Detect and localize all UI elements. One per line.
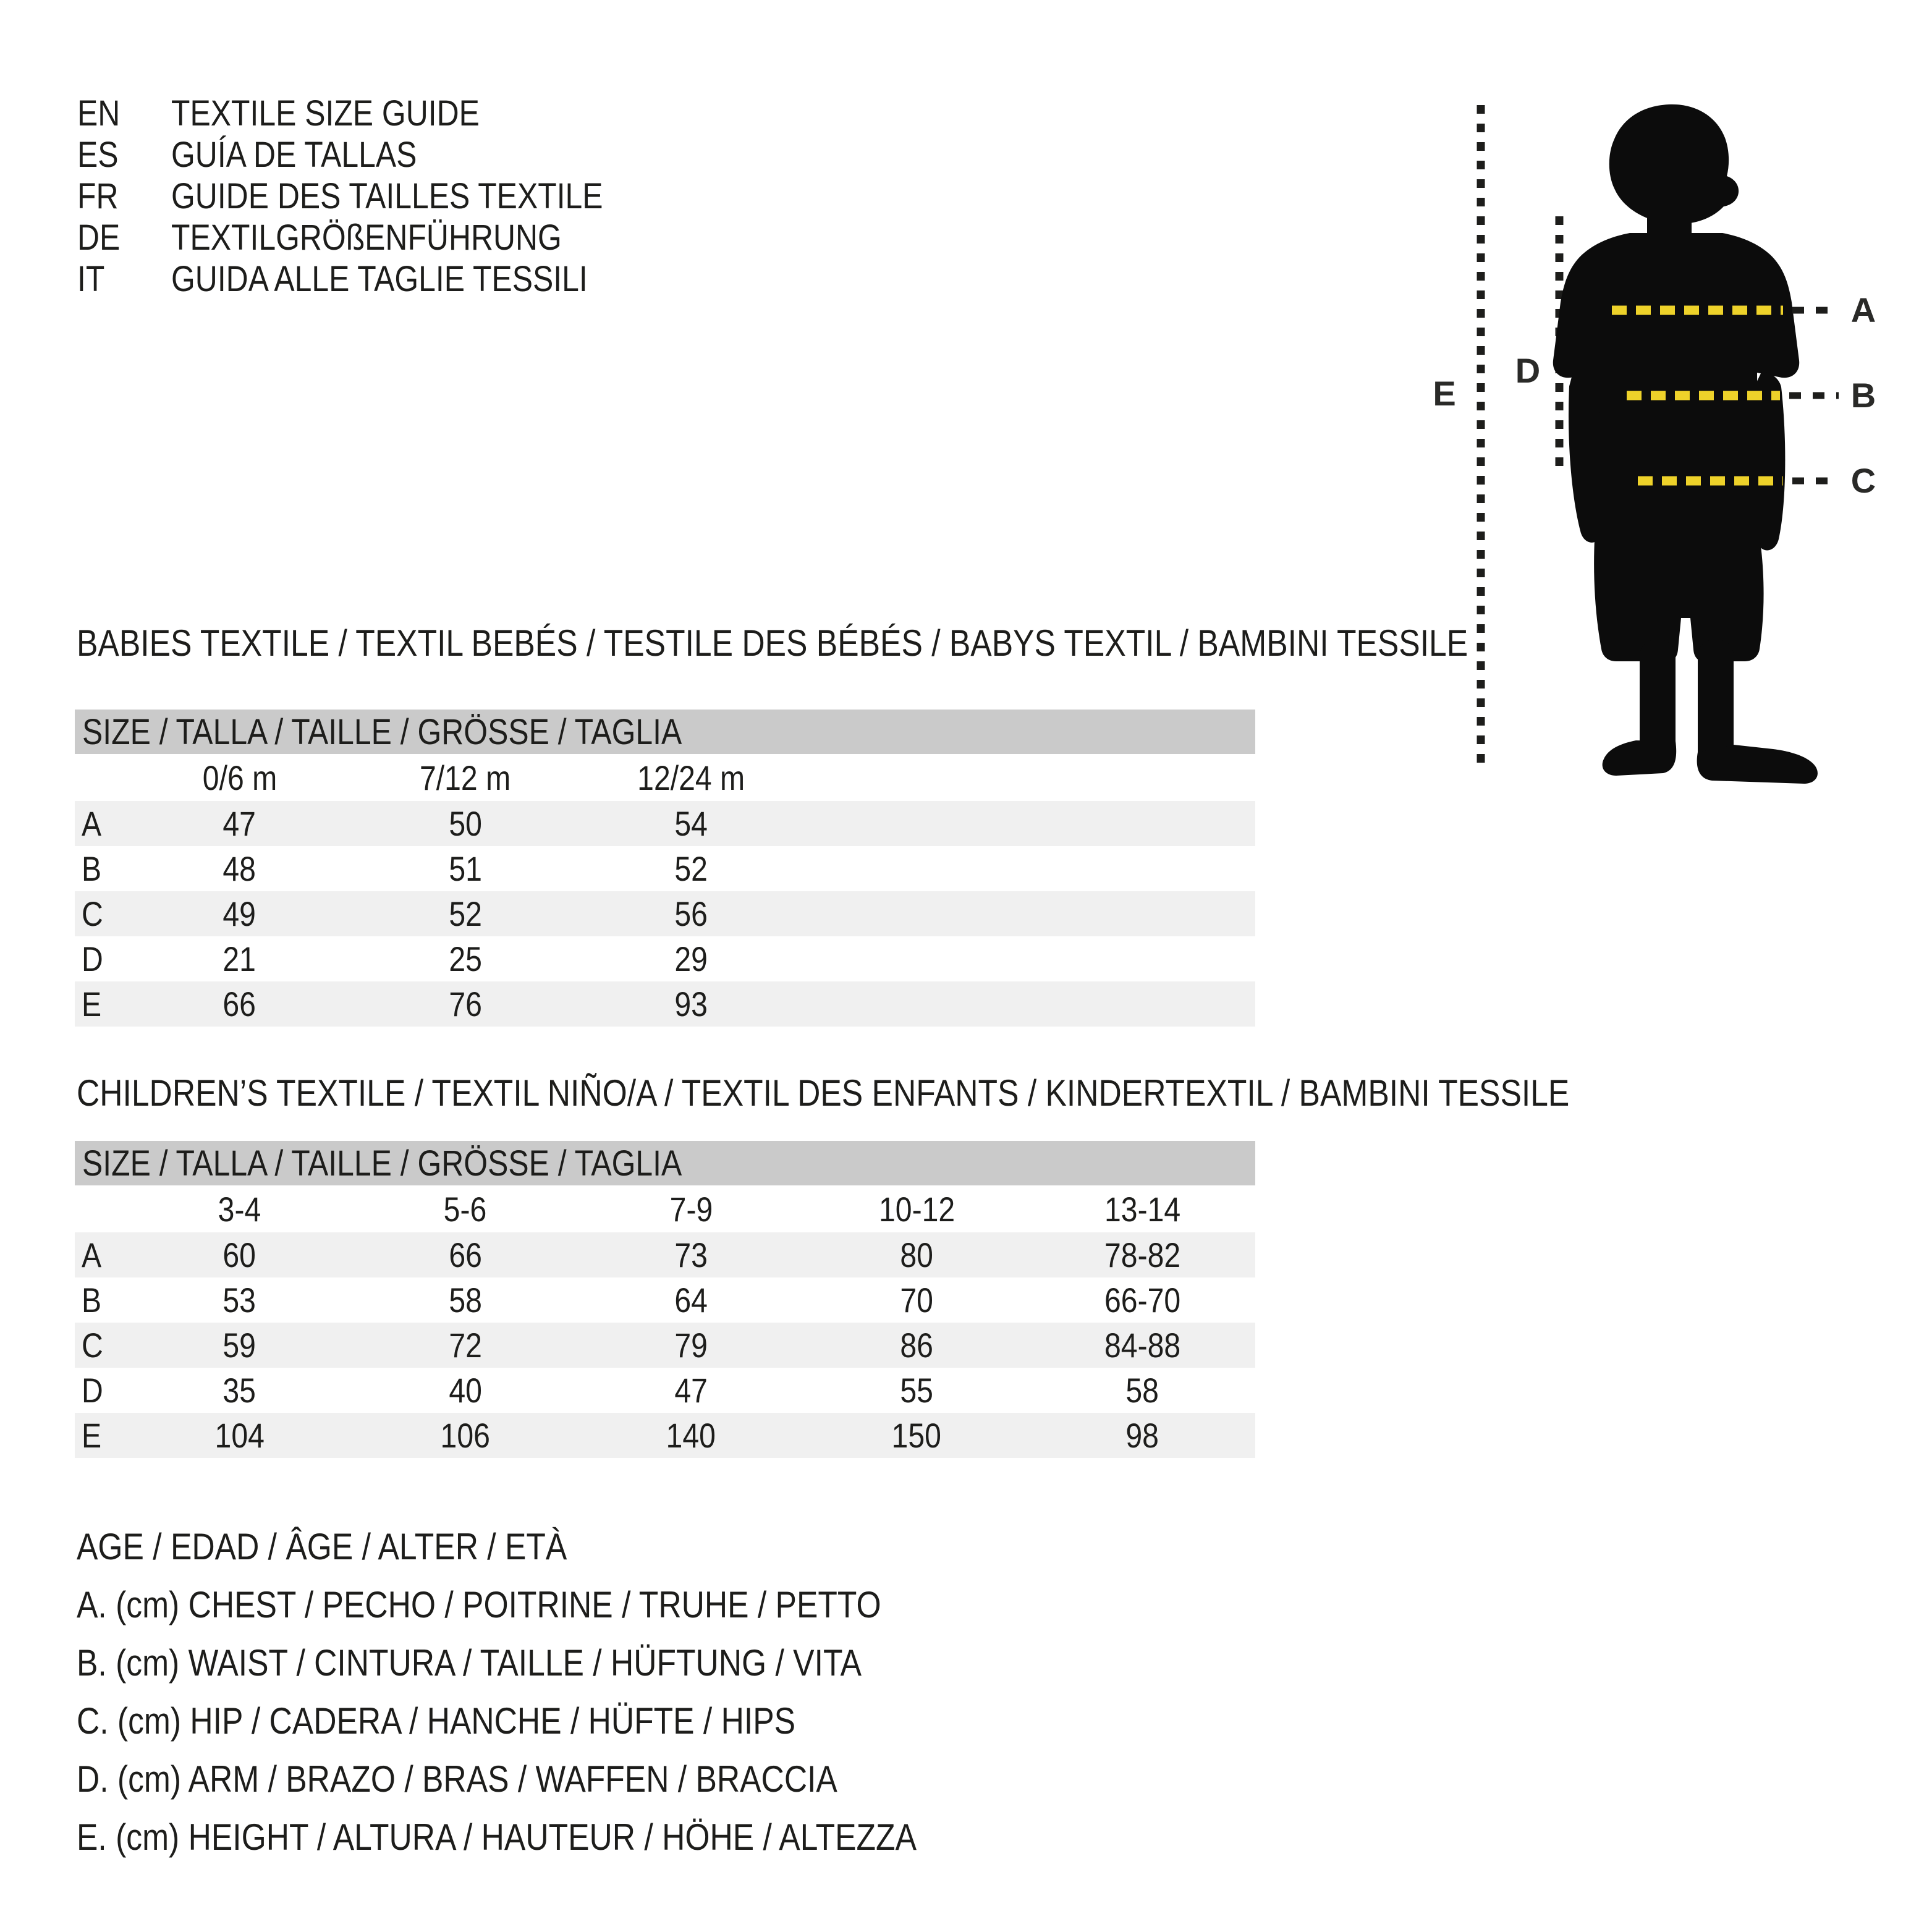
cell-value-text: 56: [674, 894, 708, 933]
cell-value: [1030, 1325, 1255, 1365]
language-row: [77, 93, 673, 134]
cell-value-text: 76: [449, 985, 482, 1023]
row-label-text: A: [82, 804, 102, 843]
figure-label-b: B: [1850, 376, 1876, 415]
cell-value-text: 66-70: [1104, 1281, 1181, 1320]
column-header-row: [75, 1185, 1255, 1232]
cell-value: [352, 939, 578, 979]
row-label-text: B: [82, 849, 102, 888]
cell-value: [352, 849, 578, 889]
language-code: [77, 134, 171, 176]
cell-value-text: 98: [1125, 1416, 1159, 1455]
cell-value-text: 150: [892, 1416, 942, 1455]
row-label: [75, 894, 127, 934]
cell-value: [352, 803, 578, 844]
language-code: [77, 258, 171, 300]
cell-value: [578, 803, 803, 844]
cell-value: [352, 1235, 578, 1275]
table-row: [75, 1368, 1255, 1413]
cell-value: [804, 1370, 1030, 1410]
silhouette-shorts: [1594, 528, 1763, 661]
language-title: GUIDE DES TAILLES TEXTILE: [171, 176, 603, 216]
cell-value-text: 58: [449, 1281, 482, 1320]
size-column-header-text: 0/6 m: [202, 758, 277, 797]
size-column-header-text: 12/24 m: [637, 758, 745, 797]
legend-item-text: D. (cm) ARM / BRAZO / BRAS / WAFFEN / BRACCIA: [77, 1758, 837, 1800]
babies-size-table: [75, 710, 1255, 1027]
cell-value-text: 66: [449, 1235, 482, 1274]
figure-label-e: E: [1433, 374, 1456, 413]
cell-value: [804, 1325, 1030, 1365]
legend-item: [77, 1750, 1053, 1808]
cell-value: [352, 1415, 578, 1455]
measurement-legend: [77, 1517, 1053, 1866]
language-code-text: FR: [77, 176, 119, 216]
legend-item: [77, 1575, 1053, 1633]
language-code-text: ES: [77, 135, 119, 175]
language-title: GUÍA DE TALLAS: [171, 135, 417, 175]
cell-value: [578, 984, 803, 1024]
cell-value-text: 55: [900, 1371, 933, 1410]
legend-item: [77, 1633, 1053, 1692]
cell-value-text: 25: [449, 939, 482, 978]
language-code: [77, 93, 171, 134]
cell-value: [1030, 1235, 1255, 1275]
babies-size-header-bar: [75, 710, 1255, 754]
table-row: [75, 1277, 1255, 1323]
cell-value-text: 40: [449, 1371, 482, 1410]
cell-value-text: 104: [214, 1416, 265, 1455]
size-column-header: [578, 758, 803, 798]
size-column-header-text: 5-6: [443, 1189, 487, 1229]
row-label: [75, 849, 127, 889]
table-row: [75, 846, 1255, 891]
cell-value: [127, 984, 352, 1024]
language-title: TEXTILE SIZE GUIDE: [171, 93, 480, 133]
row-label: [75, 984, 127, 1024]
language-row: [77, 217, 673, 258]
row-label: [75, 1370, 127, 1410]
children-size-header-text: SIZE / TALLA / TAILLE / GRÖSSE / TAGLIA: [82, 1143, 682, 1184]
cell-value: [1030, 1370, 1255, 1410]
column-header-row: [75, 754, 1255, 801]
language-code-text: EN: [77, 93, 121, 133]
table-row: [75, 1413, 1255, 1458]
cell-value-text: 53: [222, 1281, 256, 1320]
size-column-header-text: 13-14: [1104, 1189, 1181, 1229]
language-row: [77, 176, 673, 217]
cell-value-text: 52: [674, 849, 708, 888]
legend-age-text: AGE / EDAD / ÂGE / ALTER / ETÀ: [77, 1525, 567, 1567]
legend-item-text: C. (cm) HIP / CADERA / HANCHE / HÜFTE / HIPS: [77, 1700, 796, 1742]
cell-value-text: 47: [674, 1371, 708, 1410]
cell-value-text: 29: [674, 939, 708, 978]
size-column-header: [352, 758, 578, 798]
cell-value: [804, 1415, 1030, 1455]
row-label-text: A: [82, 1235, 102, 1274]
cell-value-text: 49: [222, 894, 256, 933]
language-title: TEXTILGRÖßENFÜHRUNG: [171, 218, 562, 258]
row-label-text: E: [82, 1416, 102, 1455]
legend-item-text: B. (cm) WAIST / CINTURA / TAILLE / HÜFTUNG / VITA: [77, 1642, 862, 1684]
cell-value: [578, 1325, 803, 1365]
legend-item-text: A. (cm) CHEST / PECHO / POITRINE / TRUHE / PETTO: [77, 1583, 881, 1625]
cell-value: [127, 1280, 352, 1320]
cell-value-text: 66: [222, 985, 256, 1023]
language-list: [77, 93, 673, 300]
table-row: [75, 1232, 1255, 1277]
size-column-header: [127, 758, 352, 798]
cell-value: [578, 1370, 803, 1410]
row-label: [75, 803, 127, 844]
cell-value: [578, 894, 803, 934]
cell-value-text: 21: [222, 939, 256, 978]
size-column-header: [127, 1189, 352, 1229]
child-silhouette: [1553, 104, 1818, 784]
children-section-heading: [77, 1072, 1813, 1114]
legend-age-line: [77, 1517, 1053, 1575]
size-column-header: [352, 1189, 578, 1229]
babies-section-heading-text: BABIES TEXTILE / TEXTIL BEBÉS / TESTILE DES BÉBÉS / BABYS TEXTIL / BAMBINI TESSILE: [77, 622, 1468, 664]
children-section-heading-text: CHILDREN’S TEXTILE / TEXTIL NIÑO/A / TEXTIL DES ENFANTS / KINDERTEXTIL / BAMBINI TESSILE: [77, 1072, 1570, 1114]
language-row: [77, 258, 673, 300]
table-row: [75, 1323, 1255, 1368]
language-code: [77, 217, 171, 258]
cell-value-text: 79: [674, 1326, 708, 1365]
size-column-header-text: 3-4: [218, 1189, 261, 1229]
row-label: [75, 1235, 127, 1275]
cell-value-text: 59: [222, 1326, 256, 1365]
cell-value: [578, 1235, 803, 1275]
table-row: [75, 891, 1255, 936]
cell-value-text: 50: [449, 804, 482, 843]
row-label: [75, 1325, 127, 1365]
cell-value-text: 73: [674, 1235, 708, 1274]
size-column-header-text: 7/12 m: [420, 758, 511, 797]
cell-value: [127, 1325, 352, 1365]
row-label-text: C: [82, 894, 103, 933]
cell-value: [352, 1280, 578, 1320]
cell-value: [804, 1235, 1030, 1275]
cell-value: [1030, 1415, 1255, 1455]
cell-value-text: 47: [222, 804, 256, 843]
size-column-header: [804, 1189, 1030, 1229]
cell-value-text: 54: [674, 804, 708, 843]
legend-item: [77, 1808, 1053, 1866]
size-column-header: [1030, 1189, 1255, 1229]
cell-value: [578, 849, 803, 889]
cell-value-text: 72: [449, 1326, 482, 1365]
cell-value-text: 51: [449, 849, 482, 888]
babies-size-header-text: SIZE / TALLA / TAILLE / GRÖSSE / TAGLIA: [82, 711, 682, 752]
children-size-table: [75, 1141, 1255, 1458]
row-label-text: D: [82, 1371, 103, 1410]
cell-value: [127, 894, 352, 934]
cell-value-text: 48: [222, 849, 256, 888]
cell-value-text: 84-88: [1104, 1326, 1181, 1365]
cell-value: [352, 984, 578, 1024]
row-label-text: D: [82, 939, 103, 978]
language-code-text: DE: [77, 218, 121, 258]
cell-value: [578, 1280, 803, 1320]
table-row: [75, 981, 1255, 1027]
children-size-header-bar: [75, 1141, 1255, 1185]
figure-label-d: D: [1515, 351, 1541, 390]
language-code: [77, 176, 171, 217]
cell-value: [127, 849, 352, 889]
cell-value-text: 80: [900, 1235, 933, 1274]
figure-label-a: A: [1850, 290, 1876, 329]
cell-value: [127, 1415, 352, 1455]
measured-child-figure: [1412, 96, 1894, 794]
cell-value-text: 58: [1125, 1371, 1159, 1410]
cell-value: [578, 1415, 803, 1455]
language-row: [77, 134, 673, 176]
cell-value-text: 86: [900, 1326, 933, 1365]
cell-value-text: 52: [449, 894, 482, 933]
cell-value: [127, 1235, 352, 1275]
row-label-text: E: [82, 985, 102, 1023]
cell-value: [127, 803, 352, 844]
language-title: GUIDA ALLE TAGLIE TESSILI: [171, 259, 588, 299]
row-label-text: B: [82, 1281, 102, 1320]
row-label: [75, 939, 127, 979]
cell-value: [352, 894, 578, 934]
size-column-header: [578, 1189, 803, 1229]
silhouette-left-leg: [1640, 640, 1676, 757]
row-label: [75, 1280, 127, 1320]
cell-value-text: 64: [674, 1281, 708, 1320]
cell-value-text: 140: [666, 1416, 716, 1455]
legend-item-text: E. (cm) HEIGHT / ALTURA / HAUTEUR / HÖHE / ALTEZZA: [77, 1816, 917, 1858]
legend-item: [77, 1692, 1053, 1750]
silhouette-right-shoe: [1697, 745, 1818, 784]
cell-value: [1030, 1280, 1255, 1320]
cell-value: [127, 939, 352, 979]
cell-value-text: 70: [900, 1281, 933, 1320]
cell-value: [578, 939, 803, 979]
silhouette-left-shoe: [1603, 740, 1677, 776]
cell-value: [804, 1280, 1030, 1320]
table-row: [75, 801, 1255, 846]
cell-value-text: 60: [222, 1235, 256, 1274]
cell-value: [352, 1325, 578, 1365]
size-column-header-text: 7-9: [669, 1189, 713, 1229]
cell-value-text: 106: [440, 1416, 490, 1455]
cell-value-text: 78-82: [1104, 1235, 1181, 1274]
cell-value: [352, 1370, 578, 1410]
row-label-text: C: [82, 1326, 103, 1365]
size-column-header-text: 10-12: [878, 1189, 955, 1229]
language-code-text: IT: [77, 259, 105, 299]
cell-value: [127, 1370, 352, 1410]
table-row: [75, 936, 1255, 981]
row-label: [75, 1415, 127, 1455]
figure-label-c: C: [1850, 461, 1876, 500]
cell-value-text: 35: [222, 1371, 256, 1410]
cell-value-text: 93: [674, 985, 708, 1023]
